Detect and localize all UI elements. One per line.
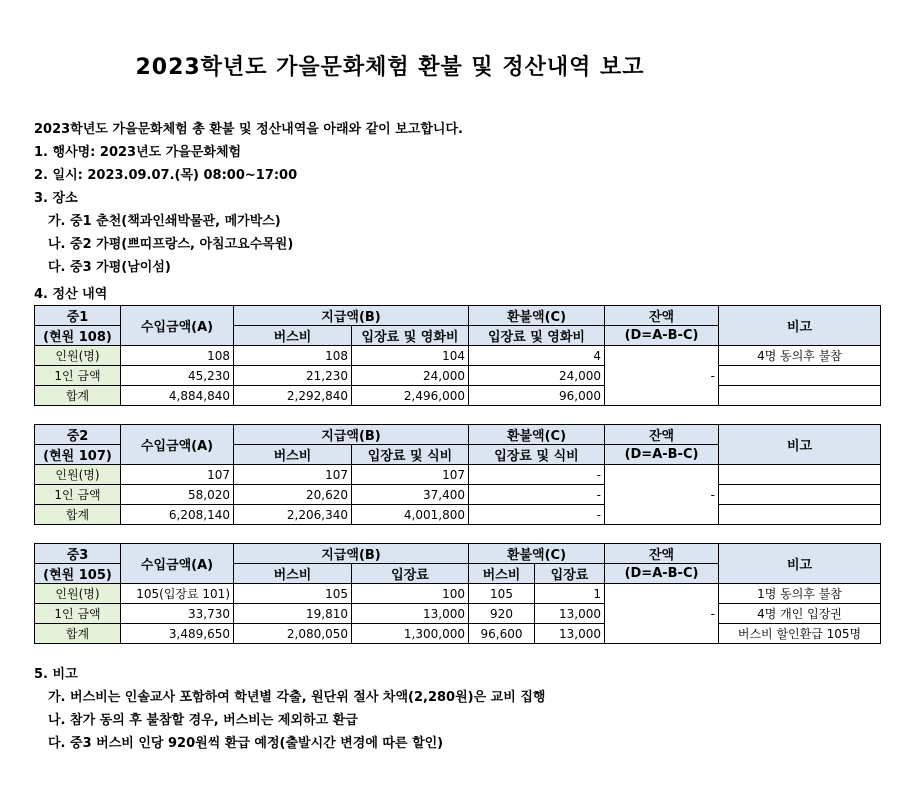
entry-cell: 37,400 [352,485,469,505]
event-name: 1. 행사명: 2023년도 가을문화체험 [34,145,242,160]
income-cell: 107 [121,465,234,485]
row-label: 인원(명) [35,465,121,485]
table-row [35,604,881,624]
table-row [35,386,881,406]
entry-cell: 1,300,000 [352,624,469,644]
income-header: 수입금액(A) [121,544,234,584]
balance-header: 잔액 [605,306,719,326]
refund-sub: 입장료 및 영화비 [469,326,605,346]
intro-section [34,118,463,279]
bus-cell: 105 [234,584,352,604]
balance-formula: (D=A-B-C) [605,564,719,584]
refund-cell: - [469,485,605,505]
table-row [35,505,881,525]
note-cell [719,505,881,525]
entry-cell: 2,496,000 [352,386,469,406]
paid-sub-entry: 입장료 [352,564,469,584]
place-item-1: 가. 중1 춘천(책과인쇄박물관, 메가박스) [48,214,281,229]
refund-cell: 96,000 [469,386,605,406]
refund-entry-cell: 13,000 [535,624,605,644]
refund-sub: 입장료 및 식비 [469,445,605,465]
balance-cell: - [605,584,719,644]
remarks-heading: 5. 비고 [34,667,78,682]
refund-cell: 24,000 [469,366,605,386]
refund-header: 환불액(C) [469,425,605,445]
paid-header: 지급액(B) [234,306,469,326]
bus-cell: 19,810 [234,604,352,624]
entry-cell: 107 [352,465,469,485]
table-row [35,584,881,604]
intro-line: 2023학년도 가을문화체험 총 환불 및 정산내역을 아래와 같이 보고합니다. [34,122,463,137]
note-cell [719,485,881,505]
table-row [35,485,881,505]
refund-entry-cell: 1 [535,584,605,604]
paid-header: 지급액(B) [234,425,469,445]
income-cell: 6,208,140 [121,505,234,525]
note-header: 비고 [719,544,881,584]
balance-cell: - [605,465,719,525]
bus-cell: 2,206,340 [234,505,352,525]
row-label: 인원(명) [35,346,121,366]
members-label: (현원 105) [35,564,121,584]
balance-header: 잔액 [605,544,719,564]
paid-sub-bus: 버스비 [234,564,352,584]
row-label: 인원(명) [35,584,121,604]
balance-formula: (D=A-B-C) [605,445,719,465]
settlement-table-grade1 [34,305,881,406]
income-header: 수입금액(A) [121,306,234,346]
entry-cell: 100 [352,584,469,604]
remark-item-3: 다. 중3 버스비 인당 920원씩 환급 예정(출발시간 변경에 따른 할인) [48,736,444,751]
note-cell [719,386,881,406]
row-label: 1인 금액 [35,604,121,624]
refund-bus-cell: 105 [469,584,535,604]
paid-sub-bus: 버스비 [234,326,352,346]
event-date: 2. 일시: 2023.09.07.(목) 08:00~17:00 [34,168,298,183]
entry-cell: 24,000 [352,366,469,386]
note-header: 비고 [719,425,881,465]
refund-cell: 4 [469,346,605,366]
row-label: 합계 [35,505,121,525]
members-label: (현원 107) [35,445,121,465]
settlement-table-grade2 [34,424,881,525]
row-label: 1인 금액 [35,366,121,386]
table-row [35,465,881,485]
entry-cell: 13,000 [352,604,469,624]
grade-label: 중1 [35,306,121,326]
place-item-2: 나. 중2 가평(쁘띠프랑스, 아침고요수목원) [48,237,294,252]
row-label: 1인 금액 [35,485,121,505]
note-cell: 4명 동의후 불참 [719,346,881,366]
entry-cell: 104 [352,346,469,366]
income-cell: 105(입장료 101) [121,584,234,604]
refund-entry-cell: 13,000 [535,604,605,624]
income-cell: 4,884,840 [121,386,234,406]
row-label: 합계 [35,624,121,644]
bus-cell: 108 [234,346,352,366]
members-label: (현원 108) [35,326,121,346]
note-header: 비고 [719,306,881,346]
remarks-section [34,663,545,755]
paid-sub-bus: 버스비 [234,445,352,465]
table-row [35,346,881,366]
paid-sub-entry: 입장료 및 식비 [352,445,469,465]
row-label: 합계 [35,386,121,406]
grade-label: 중3 [35,544,121,564]
balance-cell: - [605,346,719,406]
paid-sub-entry: 입장료 및 영화비 [352,326,469,346]
refund-cell: - [469,465,605,485]
income-cell: 33,730 [121,604,234,624]
bus-cell: 20,620 [234,485,352,505]
balance-formula: (D=A-B-C) [605,326,719,346]
remark-item-2: 나. 참가 동의 후 불참할 경우, 버스비는 제외하고 환급 [48,713,358,728]
income-header: 수입금액(A) [121,425,234,465]
document-title: 2023학년도 가을문화체험 환불 및 정산내역 보고 [135,55,645,80]
refund-bus-cell: 96,600 [469,624,535,644]
note-cell: 버스비 할인환급 105명 [719,624,881,644]
refund-header: 환불액(C) [469,544,605,564]
paid-header: 지급액(B) [234,544,469,564]
place-item-3: 다. 중3 가평(남이섬) [48,260,171,275]
note-cell [719,465,881,485]
place-heading: 3. 장소 [34,191,78,206]
note-cell: 1명 동의후 불참 [719,584,881,604]
bus-cell: 107 [234,465,352,485]
refund-sub-entry: 입장료 [535,564,605,584]
refund-cell: - [469,505,605,525]
income-cell: 108 [121,346,234,366]
remark-item-1: 가. 버스비는 인솔교사 포함하여 학년별 각출, 원단위 절사 차액(2,280원)은 교비 집행 [48,690,546,705]
income-cell: 45,230 [121,366,234,386]
note-cell [719,366,881,386]
note-cell: 4명 개인 입장권 [719,604,881,624]
entry-cell: 4,001,800 [352,505,469,525]
bus-cell: 21,230 [234,366,352,386]
bus-cell: 2,292,840 [234,386,352,406]
settlement-heading: 4. 정산 내역 [34,287,108,302]
refund-sub-bus: 버스비 [469,564,535,584]
refund-header: 환불액(C) [469,306,605,326]
income-cell: 3,489,650 [121,624,234,644]
settlement-table-grade3 [34,543,881,644]
income-cell: 58,020 [121,485,234,505]
table-row [35,624,881,644]
grade-label: 중2 [35,425,121,445]
bus-cell: 2,080,050 [234,624,352,644]
table-row [35,366,881,386]
balance-header: 잔액 [605,425,719,445]
refund-bus-cell: 920 [469,604,535,624]
